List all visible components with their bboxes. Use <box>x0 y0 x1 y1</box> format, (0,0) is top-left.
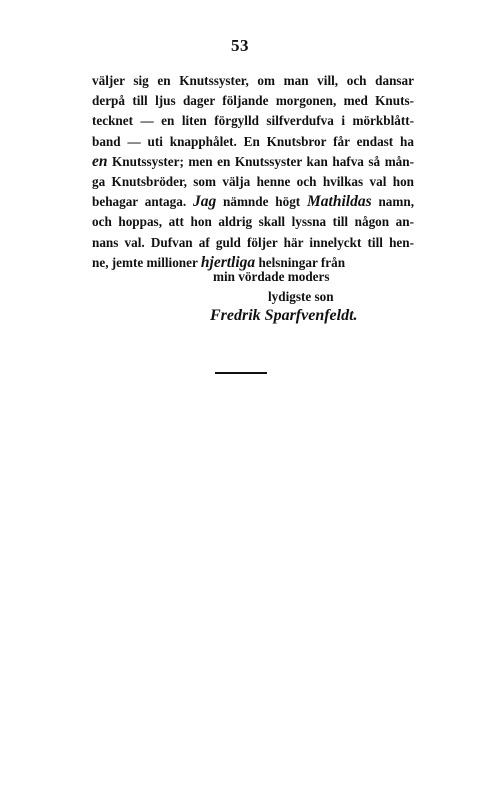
text-segment: derpå till ljus dager följande morgonen, med Knuts- <box>92 93 414 109</box>
text-segment: nämnde högt <box>216 194 308 210</box>
section-divider <box>215 372 267 374</box>
signature: Fredrik Sparfvenfeldt. <box>210 307 358 324</box>
italic-word: hjertliga <box>200 253 256 271</box>
text-segment: namn, <box>371 194 414 210</box>
text-segment: ga Knutsbröder, som välja henne och hvilkas val hon <box>92 174 414 190</box>
text-segment: väljer sig en Knutssyster, om man vill, och dansar <box>92 73 414 88</box>
italic-word: Jag <box>192 193 217 211</box>
text-segment: Knutssyster; men en Knutssyster kan hafva så mån- <box>107 153 414 169</box>
closing-line-2: lydigste son <box>268 289 334 304</box>
text-segment: helsningar från <box>255 254 346 270</box>
page-number: 53 <box>231 36 249 55</box>
italic-word: en <box>92 152 108 170</box>
text-segment: och hoppas, att hon aldrig skall lyssna till någon an- <box>92 214 414 230</box>
closing-line-1: min vördade moders <box>213 269 330 284</box>
text-segment: behagar antaga. <box>92 194 193 210</box>
italic-word: Mathildas <box>307 193 372 211</box>
text-segment: nans val. Dufvan af guld följer här innelyckt till hen- <box>92 234 414 250</box>
text-segment: ne, jemte millioner <box>92 254 201 270</box>
text-segment: tecknet — en liten förgylld silfverdufva i mörkblått- <box>92 113 414 129</box>
text-segment: band — uti knapphålet. En Knutsbror får endast ha <box>92 133 414 149</box>
